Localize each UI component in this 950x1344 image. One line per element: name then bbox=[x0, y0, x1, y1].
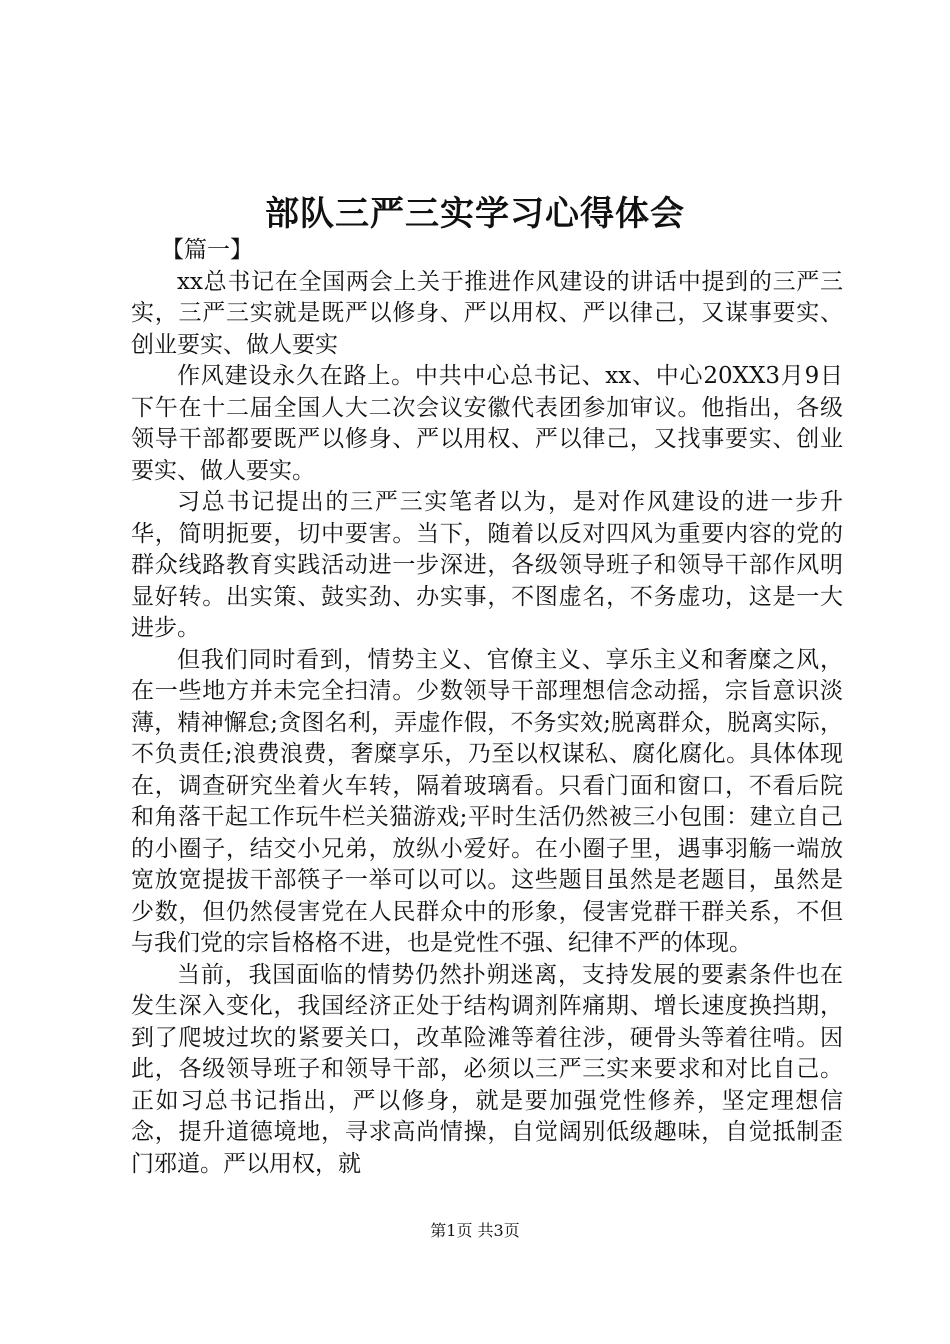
paragraph-2: 作风建设永久在路上。中共中心总书记、xx、中心20XX3月9日下午在十二届全国人大二次会议安徽代表团参加审议。他指出，各级领导干部都要既严以修身、严以用权、严以律己，又找事要实、创业要实、做人要实。 bbox=[131, 363, 843, 484]
document-body bbox=[131, 235, 843, 1180]
page-footer: 第1页 共3页 bbox=[430, 1221, 520, 1240]
page-title: 部队三严三实学习心得体会 bbox=[265, 194, 685, 234]
paragraph-1: xx总书记在全国两会上关于推进作风建设的讲话中提到的三严三实，三严三实就是既严以修身、严以用权、严以律己，又谋事要实、创业要实、做人要实 bbox=[131, 268, 843, 358]
paragraph-4: 但我们同时看到，情势主义、官僚主义、享乐主义和奢糜之风，在一些地方并未完全扫清。少数领导干部理想信念动摇，宗旨意识淡薄，精神懈怠;贪图名利，弄虚作假，不务实效;脱离群众，脱离实际，不负责任;浪费浪费，奢糜享乐，乃至以权谋私、腐化腐化。具体体现在，调查研究坐着火车转，隔着玻璃看。只看门面和窗口，不看后院和角落干起工作玩牛栏关猫游戏;平时生活仍然被三小包围：建立自己的小圈子，结交小兄弟，放纵小爱好。在小圈子里，遇事羽觞一端放宽放宽提拔干部筷子一举可以可以。这些题目虽然是老题目，虽然是少数，但仍然侵害党在人民群众中的形象，侵害党群干群关系，不但与我们党的宗旨格格不进，也是党性不强、纪律不严的体现。 bbox=[131, 646, 843, 956]
paragraph-3: 习总书记提出的三严三实笔者以为，是对作风建设的进一步升华，简明扼要，切中要害。当下，随着以反对四风为重要内容的党的群众线路教育实践活动进一步深进，各级领导班子和领导干部作风明显好转。出实策、鼓实劲、办实事，不图虚名，不务虚功，这是一大进步。 bbox=[131, 489, 843, 641]
section-heading: 【篇一】 bbox=[161, 237, 253, 263]
paragraph-5: 当前，我国面临的情势仍然扑朔迷离，支持发展的要素条件也在发生深入变化，我国经济正处于结构调剂阵痛期、增长速度换挡期，到了爬坡过坎的紧要关口，改革险滩等着往涉，硬骨头等着往啃。因此，各级领导班子和领导干部，必须以三严三实来要求和对比自己。正如习总书记指出，严以修身，就是要加强党性修养，坚定理想信念，提升道德境地，寻求高尚情操，自觉阔别低级趣味，自觉抵制歪门邪道。严以用权，就 bbox=[131, 961, 843, 1177]
